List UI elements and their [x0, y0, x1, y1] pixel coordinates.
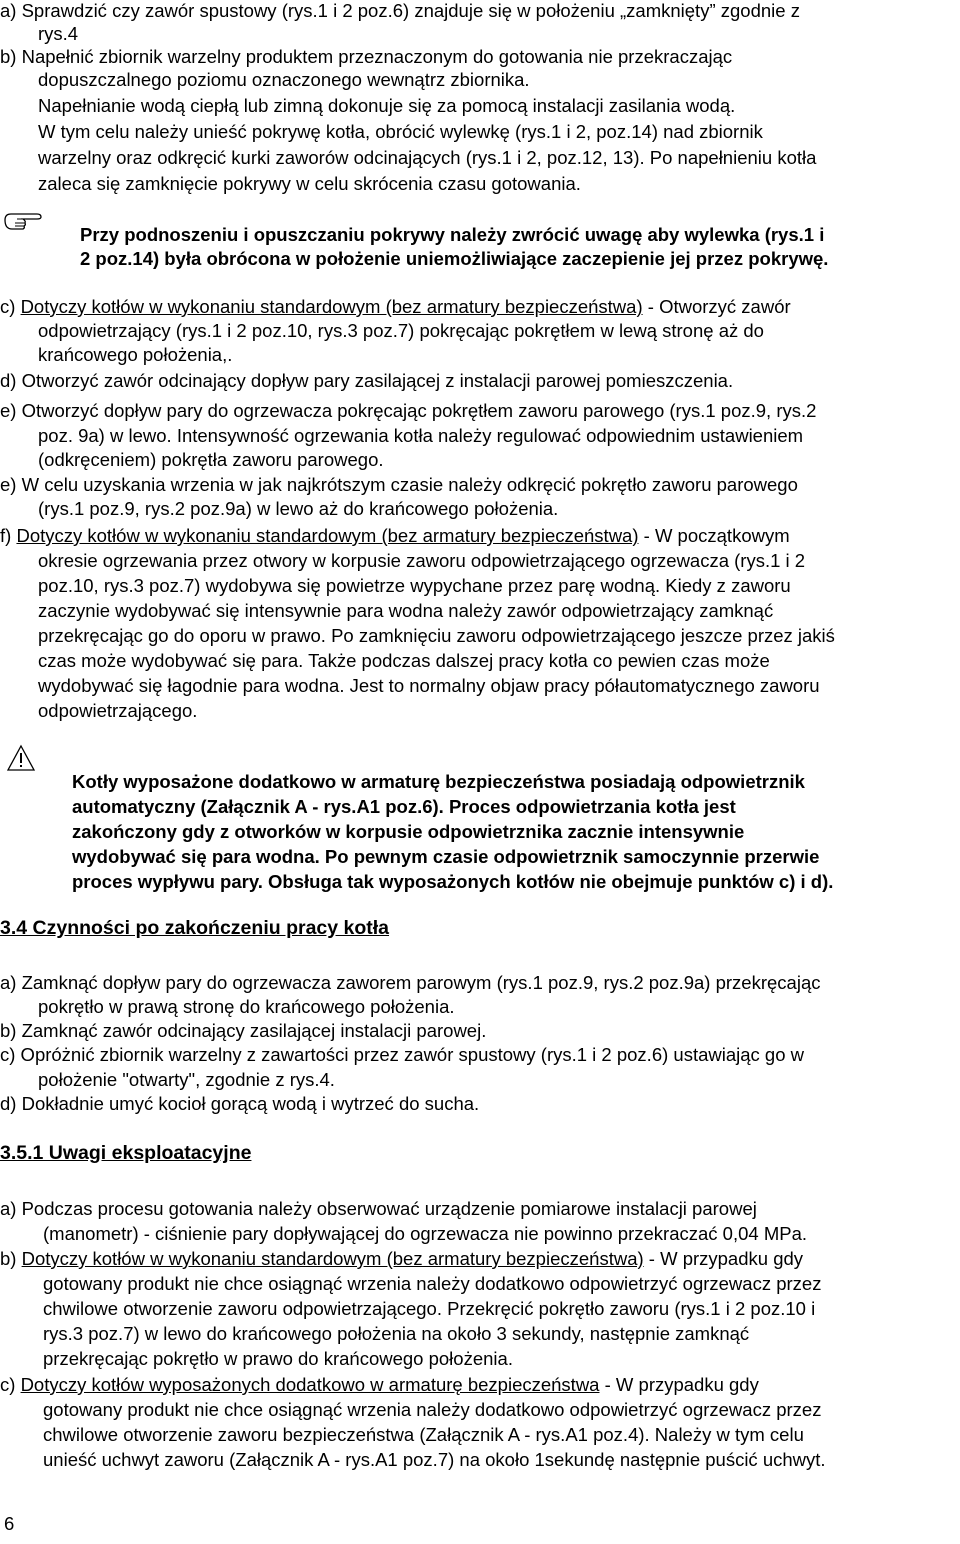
text-line: zaczynie wydobywać się intensywnie para wodna należy zawór odpowietrzający zamknąć — [38, 600, 774, 621]
note-text: 2 poz.14) była obrócona w położenie uniemożliwiające zaczepienie jej przez pokrywę. — [80, 248, 829, 269]
text-line: odpowietrzający (rys.1 i 2 poz.10, rys.3 poz.7) pokręcając pokrętłem w lewą stronę aż do — [38, 320, 764, 341]
text-line: chwilowe otworzenie zaworu odpowietrzającego. Przekręcić pokrętło zaworu (rys.1 i 2 poz.10 i — [43, 1298, 816, 1319]
text-line: (odkręceniem) pokrętła zaworu parowego. — [38, 449, 384, 470]
text-line: (manometr) - ciśnienie pary dopływającej do ogrzewacza nie powinno przekraczać 0,04 MPa. — [43, 1223, 808, 1244]
text-line: chwilowe otworzenie zaworu bezpieczeństwa (Załącznik A - rys.A1 poz.4). Należy w tym celu — [43, 1424, 804, 1445]
text-line: f) Dotyczy kotłów w wykonaniu standardowym (bez armatury bezpieczeństwa) - W początkowym — [0, 525, 790, 546]
warning-text: automatyczny (Załącznik A - rys.A1 poz.6). Proces odpowietrzania kotła jest — [72, 796, 736, 817]
warning-text: zakończony gdy z otworków w korpusie odpowietrznika zacznie intensywnie — [72, 821, 745, 842]
text-line: poz.10, rys.3 poz.7) wydobywa się powietrze wypychane przez parę wodną. Kiedy z zaworu — [38, 575, 791, 596]
text-line: krańcowego położenia,. — [38, 344, 233, 365]
text-line: e) W celu uzyskania wrzenia w jak najkrótszym czasie należy odkręcić pokrętło zaworu parowego — [0, 474, 798, 495]
text-line: rys.4 — [38, 23, 79, 44]
warning-text: wydobywać się para wodna. Po pewnym czasie odpowietrznik samoczynnie przerwie — [72, 846, 820, 867]
text-line: czas może wydobywać się para. Także podczas dalszej pracy kotła co pewien czas może — [38, 650, 770, 671]
section-heading: 3.5.1 Uwagi eksploatacyjne — [0, 1142, 252, 1164]
warning-text: Kotły wyposażone dodatkowo w armaturę bezpieczeństwa posiadają odpowietrznik — [72, 771, 805, 792]
text-line: rys.3 poz.7) w lewo do krańcowego położenia na około 3 sekundy, następnie zamknąć — [43, 1323, 750, 1344]
text-line: poz. 9a) w lewo. Intensywność ogrzewania kotła należy regulować odpowiednim ustawieniem — [38, 425, 804, 446]
text-line: d) Dokładnie umyć kocioł gorącą wodą i wytrzeć do sucha. — [0, 1093, 480, 1114]
section-heading: 3.4 Czynności po zakończeniu pracy kotła — [0, 917, 390, 939]
note-text: Przy podnoszeniu i opuszczaniu pokrywy należy zwrócić uwagę aby wylewka (rys.1 i — [80, 224, 825, 245]
text-line: b) Zamknąć zawór odcinający zasilającej instalacji parowej. — [0, 1020, 487, 1041]
text-line: pokrętło w prawą stronę do krańcowego położenia. — [38, 996, 455, 1017]
text-line: b) Dotyczy kotłów w wykonaniu standardowym (bez armatury bezpieczeństwa) - W przypadku gdy — [0, 1248, 804, 1269]
warning-text: proces wypływu pary. Obsługa tak wyposażonych kotłów nie obejmuje punktów c) i d). — [72, 871, 834, 892]
text-line: Napełnianie wodą ciepłą lub zimną dokonuje się za pomocą instalacji zasilania wodą. — [38, 95, 736, 116]
text-line: d) Otworzyć zawór odcinający dopływ pary zasilającej z instalacji parowej pomieszczenia. — [0, 370, 734, 391]
text-line: (rys.1 poz.9, rys.2 poz.9a) w lewo aż do krańcowego położenia. — [38, 498, 559, 519]
text-line: c) Opróżnić zbiornik warzelny z zawartości przez zawór spustowy (rys.1 i 2 poz.6) ustawiając go w — [0, 1044, 805, 1065]
text-line: a) Zamknąć dopływ pary do ogrzewacza zaworem parowym (rys.1 poz.9, rys.2 poz.9a) przekręcając — [0, 972, 821, 993]
text-line: unieść uchwyt zaworu (Załącznik A - rys.A1 poz.7) na około 1sekundę następnie puścić uchwyt. — [43, 1449, 826, 1470]
text-line: c) Dotyczy kotłów wyposażonych dodatkowo w armaturę bezpieczeństwa - W przypadku gdy — [0, 1374, 759, 1395]
text-line: przekręcając pokrętło w prawo do krańcowego położenia. — [43, 1348, 513, 1369]
text-line: a) Podczas procesu gotowania należy obserwować urządzenie pomiarowe instalacji parowej — [0, 1198, 757, 1219]
text-line: gotowany produkt nie chce osiągnąć wrzenia należy dodatkowo odpowietrzyć ogrzewacz przez — [43, 1273, 822, 1294]
text-line: b) Napełnić zbiornik warzelny produktem przeznaczonym do gotowania nie przekraczając — [0, 46, 733, 67]
text-line: odpowietrzającego. — [38, 700, 198, 721]
text-line: zaleca się zamknięcie pokrywy w celu skrócenia czasu gotowania. — [38, 173, 581, 194]
text-line: położenie "otwarty", zgodnie z rys.4. — [38, 1069, 335, 1090]
page-number: 6 — [4, 1513, 15, 1534]
pointing-hand-icon — [3, 206, 43, 232]
text-line: W tym celu należy unieść pokrywę kotła, obrócić wylewkę (rys.1 i 2, poz.14) nad zbiornik — [38, 121, 763, 142]
text-line: gotowany produkt nie chce osiągnąć wrzenia należy dodatkowo odpowietrzyć ogrzewacz przez — [43, 1399, 822, 1420]
text-line: wydobywać się łagodnie para wodna. Jest to normalny objaw pracy półautomatycznego zaworu — [38, 675, 820, 696]
warning-triangle-icon — [6, 744, 36, 772]
text-line: przekręcając go do oporu w prawo. Po zamknięciu zaworu odpowietrzającego jeszcze przez jakiś — [38, 625, 835, 646]
text-line: warzelny oraz odkręcić kurki zaworów odcinających (rys.1 i 2, poz.12, 13). Po napełnieniu kotła — [38, 147, 817, 168]
text-line: c) Dotyczy kotłów w wykonaniu standardowym (bez armatury bezpieczeństwa) - Otworzyć zawór — [0, 296, 791, 317]
text-line: e) Otworzyć dopływ pary do ogrzewacza pokręcając pokrętłem zaworu parowego (rys.1 poz.9, rys.2 — [0, 400, 817, 421]
text-line: a) Sprawdzić czy zawór spustowy (rys.1 i 2 poz.6) znajduje się w położeniu „zamknięty” zgodnie z — [0, 0, 800, 21]
text-line: dopuszczalnego poziomu oznaczonego wewnątrz zbiornika. — [38, 69, 530, 90]
text-line: okresie ogrzewania przez otwory w korpusie zaworu odpowietrzającego ogrzewacza (rys.1 i 2 — [38, 550, 806, 571]
